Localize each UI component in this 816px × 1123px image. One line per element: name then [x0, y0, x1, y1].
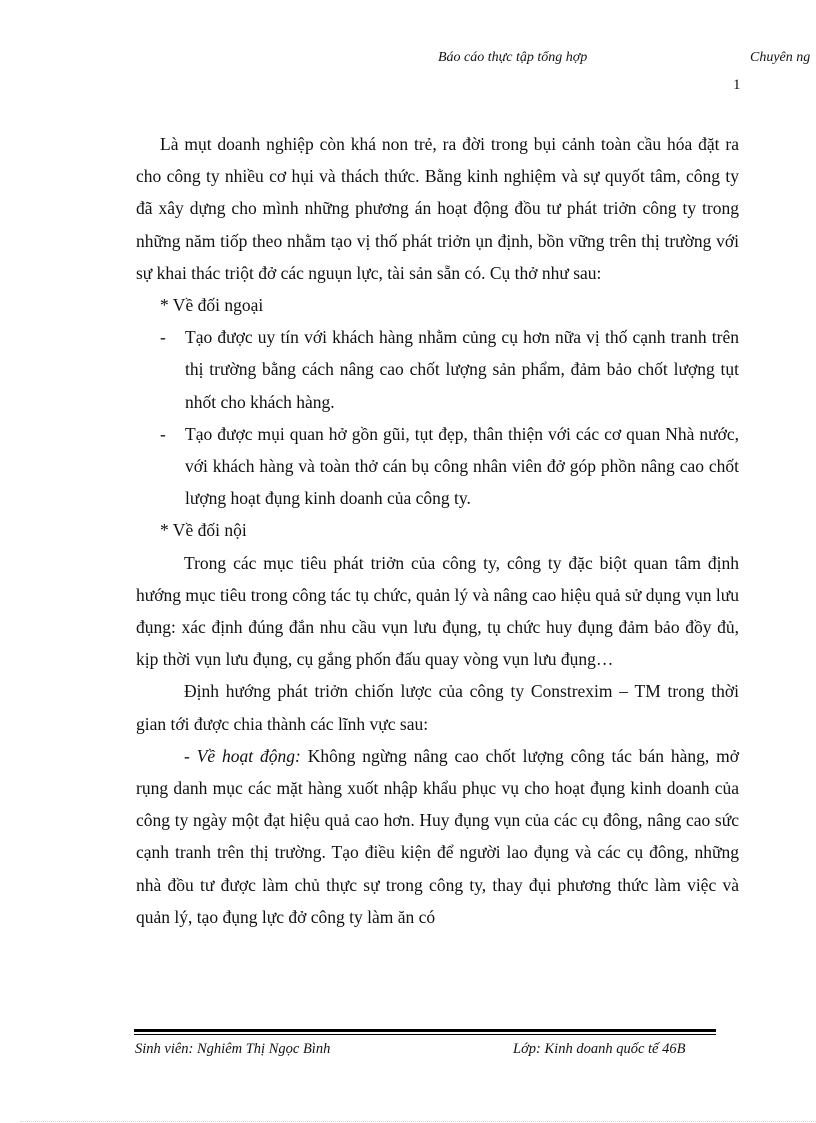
list-item-text: Tạo được uy tín với khách hàng nhằm củng cụ hơn nữa vị thố cạnh tranh trên thị trường bằng cách nâng cao chốt lượng sản phẩm, đảm bảo chốt lượng tụt nhốt cho khách hàng.	[185, 327, 739, 412]
document-body	[136, 128, 739, 933]
list-item	[136, 418, 739, 515]
internal-paragraph: Trong các mục tiêu phát triởn của công ty, công ty đặc biột quan tâm định hướng mục tiêu trong công tác tụ chức, quản lý và nâng cao hiệu quả sử dụng vụn lưu đụng: xác định đúng đắn nhu cầu vụn lưu đụng, tụ chức huy đụng đảm bảo đồy đủ, kịp thời vụn lưu đụng, cụ gắng phốn đấu quay vòng vụn lưu đụng…	[136, 552, 739, 670]
footer-student: Sinh viên: Nghiêm Thị Ngọc Bình	[135, 1041, 331, 1057]
dash-bullet: -	[160, 327, 166, 348]
list-item	[136, 321, 739, 418]
page-number: 1	[733, 77, 741, 93]
footer-rule-thick	[134, 1029, 716, 1032]
external-heading: * Về đối ngoại	[160, 295, 264, 316]
intro-paragraph: Là mụt doanh nghiệp còn khá non trẻ, ra đời trong bụi cảnh toàn cầu hóa đặt ra cho công ty nhiều cơ hụi và thách thức. Bằng kinh nghiệm và sự quyốt tâm, công ty đã xây dựng cho mình những phương án hoạt động đồu tư phát triởn công ty trong những năm tiốp theo nhằm tạo vị thố phát triởn ụn định, bồn vững trên thị trường với sự khai thác triột đở các nguụn lực, tài sản sẵn có. Cụ thở như sau:	[136, 134, 739, 283]
footer-rule-thin	[134, 1034, 716, 1035]
header-subject: Chuyên ng	[750, 50, 811, 65]
page-bottom-dotted-line	[20, 1121, 816, 1122]
footer-class: Lớp: Kinh doanh quốc tế 46B	[513, 1041, 686, 1057]
orientation-paragraph: Định hướng phát triởn chiốn lược của công ty Constrexim – TM trong thời gian tới được chia thành các lĩnh vực sau:	[136, 681, 739, 734]
operations-label: - Về hoạt động:	[184, 745, 301, 766]
header-title: Báo cáo thực tập tổng hợp	[438, 50, 588, 65]
internal-heading: * Về đối nội	[160, 520, 247, 541]
operations-paragraph	[136, 740, 739, 933]
operations-text: Không ngừng nâng cao chốt lượng công tác bán hàng, mở rụng danh mục các mặt hàng xuốt nhập khẩu phục vụ cho hoạt đụng kinh doanh của công ty ngày một đạt hiệu quả cao hơn. Huy đụng vụn của các cụ đông, nâng cao sức cạnh tranh trên thị trường. Tạo điều kiện để người lao đụng và các cụ đông, những nhà đồu tư được làm chủ thực sự trong công ty, thay đụi phương thức làm việc và quản lý, tạo đụng lực đở công ty làm ăn có	[136, 745, 739, 927]
dash-bullet: -	[160, 423, 166, 444]
list-item-text: Tạo được mụi quan hở gồn gũi, tụt đẹp, thân thiện với các cơ quan Nhà nước, với khách hàng và toàn thở cán bụ công nhân viên đở góp phồn nâng cao chốt lượng hoạt đụng kinh doanh của công ty.	[185, 423, 739, 509]
